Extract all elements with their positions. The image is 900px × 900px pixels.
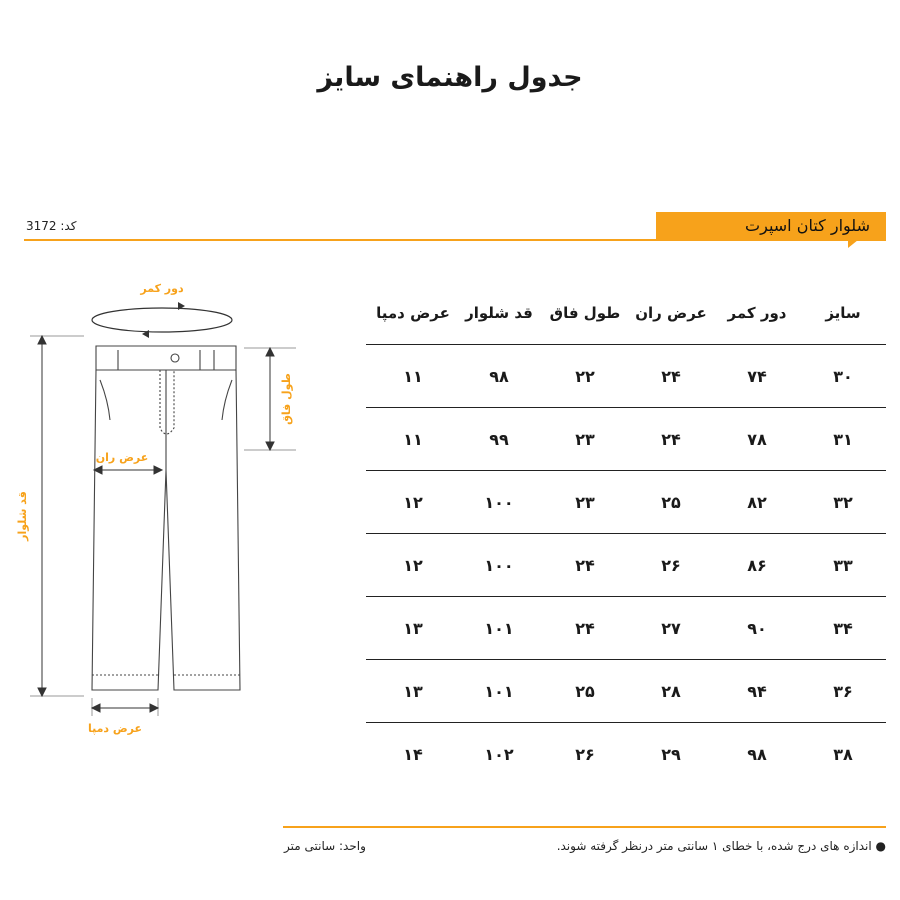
cell-waist: ۹۸ — [747, 745, 767, 764]
table-row — [366, 722, 886, 786]
cell-length: ۱۰۲ — [484, 745, 514, 764]
table-row — [366, 659, 886, 723]
cell-hem: ۱۱ — [403, 430, 423, 449]
page-title: جدول راهنمای سایز — [317, 62, 583, 93]
length-measure-icon — [30, 336, 84, 696]
cell-size: ۳۲ — [833, 493, 853, 512]
table-row — [366, 470, 886, 534]
pants-diagram — [0, 270, 310, 750]
cell-waist: ۸۲ — [747, 493, 767, 512]
header-waist: دور کمر — [727, 304, 787, 322]
cell-thigh: ۲۷ — [661, 619, 681, 638]
cell-length: ۹۹ — [489, 430, 509, 449]
table-row — [366, 533, 886, 597]
unit-label: واحد: سانتی متر — [284, 839, 366, 853]
cell-waist: ۹۴ — [747, 682, 767, 701]
tolerance-note: ● اندازه های درج شده، با خطای ۱ سانتی متر درنظر گرفته شوند. — [556, 839, 886, 853]
cell-hem: ۱۲ — [403, 556, 423, 575]
cell-thigh: ۲۴ — [661, 430, 681, 449]
cell-thigh: ۲۸ — [661, 682, 681, 701]
cell-thigh: ۲۴ — [661, 367, 681, 386]
cell-size: ۳۸ — [833, 745, 853, 764]
cell-thigh: ۲۶ — [661, 556, 681, 575]
cell-size: ۳۳ — [833, 556, 853, 575]
header-hem: عرض دمپا — [376, 304, 450, 322]
cell-waist: ۹۰ — [747, 619, 767, 638]
table-header-row — [366, 292, 886, 337]
cell-size: ۳۰ — [833, 367, 853, 386]
cell-hem: ۱۳ — [403, 619, 423, 638]
cell-waist: ۸۶ — [747, 556, 767, 575]
pants-outline-icon — [92, 346, 240, 690]
product-title-bar — [656, 212, 886, 240]
cell-length: ۱۰۱ — [484, 619, 514, 638]
waist-measure-icon — [92, 302, 232, 338]
cell-hem: ۱۳ — [403, 682, 423, 701]
cell-rise: ۲۴ — [575, 619, 595, 638]
cell-length: ۱۰۰ — [484, 556, 514, 575]
table-row — [366, 596, 886, 660]
header-size: سایز — [825, 304, 861, 322]
cell-size: ۳۱ — [833, 430, 853, 449]
length-label: قد شلوار — [16, 491, 29, 541]
cell-thigh: ۲۹ — [661, 745, 681, 764]
cell-hem: ۱۲ — [403, 493, 423, 512]
cell-size: ۳۶ — [833, 682, 853, 701]
cell-rise: ۲۶ — [575, 745, 595, 764]
cell-rise: ۲۲ — [575, 367, 595, 386]
product-name: شلوار کتان اسپرت — [745, 216, 870, 235]
product-code: کد: 3172 — [26, 219, 77, 233]
cell-thigh: ۲۵ — [661, 493, 681, 512]
header-thigh: عرض ران — [635, 304, 707, 322]
thigh-label: عرض ران — [95, 451, 149, 464]
cell-rise: ۲۳ — [575, 493, 595, 512]
cell-length: ۹۸ — [489, 367, 509, 386]
cell-length: ۱۰۰ — [484, 493, 514, 512]
hem-measure-icon — [92, 698, 158, 716]
thigh-measure-icon — [94, 466, 162, 474]
header-divider — [24, 239, 886, 241]
cell-hem: ۱۱ — [403, 367, 423, 386]
header-length: قد شلوار — [465, 304, 533, 322]
rise-label: طول فاق — [280, 373, 293, 425]
table-row — [366, 407, 886, 471]
cell-waist: ۷۸ — [747, 430, 767, 449]
waist-label: دور کمر — [140, 282, 184, 295]
cell-rise: ۲۳ — [575, 430, 595, 449]
header-rise: طول فاق — [549, 304, 621, 322]
cell-rise: ۲۴ — [575, 556, 595, 575]
cell-rise: ۲۵ — [575, 682, 595, 701]
table-row — [366, 344, 886, 408]
cell-length: ۱۰۱ — [484, 682, 514, 701]
cell-hem: ۱۴ — [403, 745, 423, 764]
cell-size: ۳۴ — [833, 619, 853, 638]
hem-label: عرض دمپا — [87, 722, 143, 735]
cell-waist: ۷۴ — [747, 367, 767, 386]
footer-divider — [283, 826, 886, 828]
